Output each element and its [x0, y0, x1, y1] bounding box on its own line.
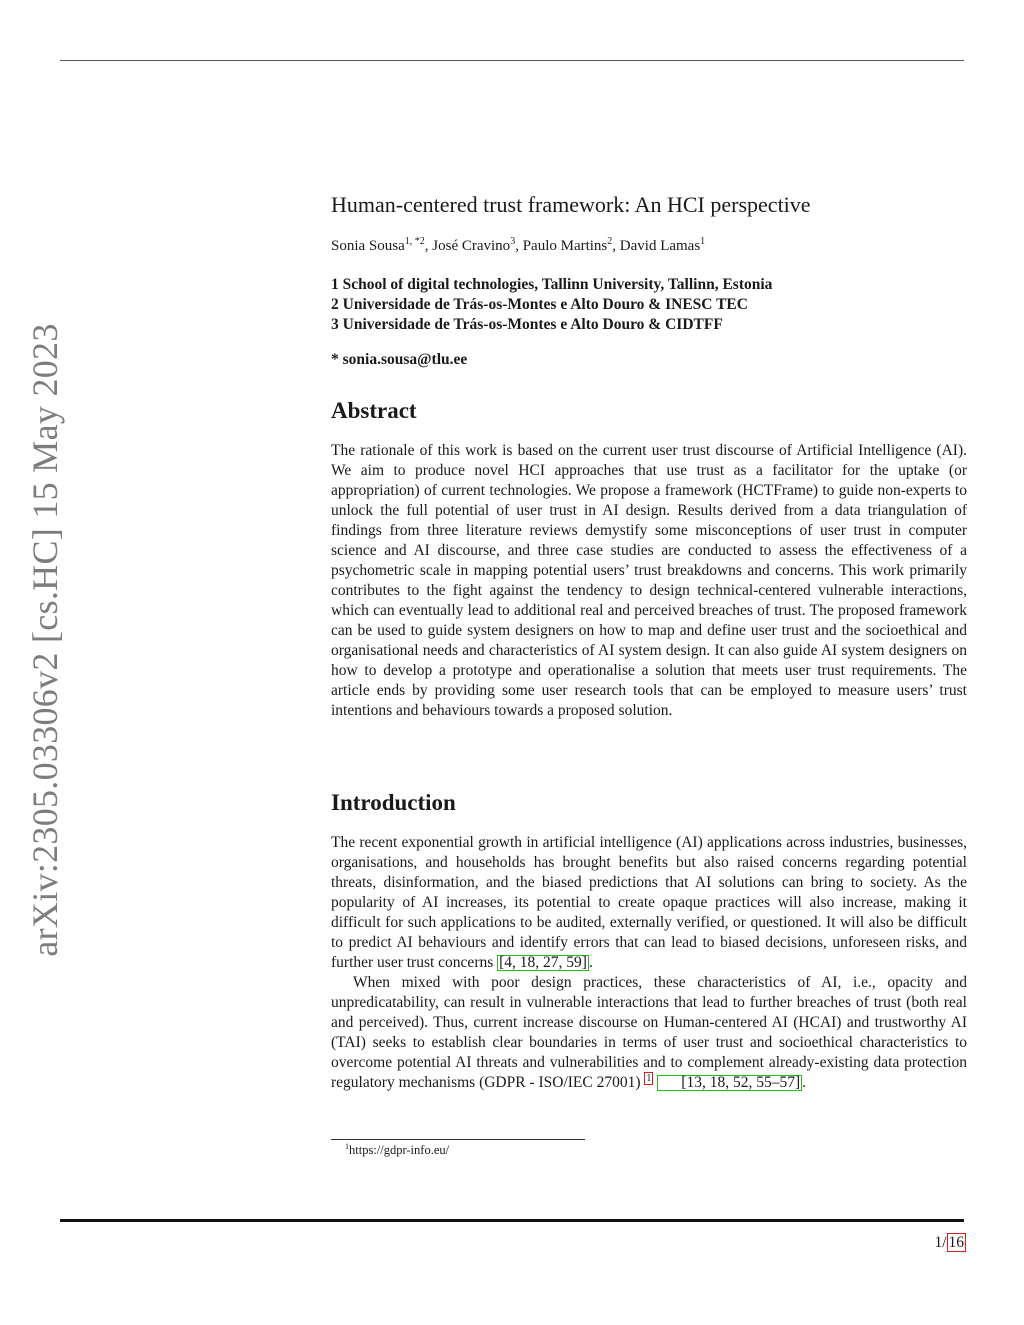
footnote-rule: [331, 1139, 585, 1140]
corresponding-email[interactable]: * sonia.sousa@tlu.ee: [331, 351, 468, 368]
author-affil-mark: 1: [700, 236, 706, 247]
footnote-url[interactable]: https://gdpr-info.eu/: [349, 1143, 450, 1158]
affiliation: 1 School of digital technologies, Tallinn University, Tallinn, Estonia: [331, 276, 773, 293]
citation-link[interactable]: [13, 18, 52, 55–57]: [657, 1075, 802, 1091]
paragraph: When mixed with poor design practices, these characteristics of AI, i.e., opacity and unpredicatability, can result in vulnerable interactions that lead to further breaches of trust (both real and perceived). Thus, current increase discourse on Human-centered AI (HCAI) and trustworthy AI (TAI) seeks to establish clear boundaries in terms of user trust and socioethical characteristics to overcome potential AI threats and vulnerabilities and to complement already-existing data protection regulatory mechanisms (GDPR - ISO/IEC 27001) $^1$ [13, 18, 52, 55–57] .: [331, 974, 967, 1091]
author-name: José Cravino: [432, 238, 511, 254]
page-number: 1/ 16: [934, 1234, 964, 1251]
abstract-heading: Abstract: [331, 398, 417, 423]
footnote-link[interactable]: 1: [646, 1072, 652, 1084]
author-affil-mark: 3: [510, 236, 516, 247]
author-name: Sonia Sousa: [331, 238, 405, 254]
affiliation: 3 Universidade de Trás-os-Montes e Alto Douro & CIDTFF: [331, 316, 723, 333]
footnote-mark: 1: [345, 1142, 349, 1151]
paragraph: The recent exponential growth in artificial intelligence (AI) applications across industries, businesses, organisations, and households has brought benefits but also raised concerns regarding potential threats, disinformation, and the biased predictions that AI solutions can bring to society. As the popularity of AI increases, its potential to create opaque practices will also increase, making it difficult for such applications to be audited, externally verified, or questioned. It will also be difficult to predict AI behaviours and identify errors that can lead to biased decisions, unforeseen risks, and further user trust concerns [4, 18, 27, 59] .: [331, 834, 967, 971]
introduction-heading: Introduction: [331, 790, 456, 815]
introduction-body: [331, 833, 967, 1093]
author-list: Sonia Sousa$^{1, *2}$, José Cravino$^3$, Paulo Martins$^2$, David Lamas$^1$: [331, 236, 706, 254]
author-affil-mark: 1, *2: [404, 236, 425, 247]
citation-link[interactable]: [4, 18, 27, 59]: [499, 954, 587, 971]
footer-rule: [60, 1219, 964, 1222]
author-name: Paulo Martins: [522, 238, 608, 254]
abstract-body: The rationale of this work is based on the current user trust discourse of Artificial Intelligence (AI). We aim to produce novel HCI approaches that use trust as a facilitator for the uptake (or appropriation) of current technologies. We propose a framework (HCTFrame) to guide non-experts to unlock the full potential of user trust in AI design. Results derived from a data triangulation of findings from three literature reviews demystify some misconceptions of user trust in computer science and AI discourse, and three case studies are conducted to assess the effectiveness of a psychometric scale in mapping potential users’ trust breakdowns and concerns. This work primarily contributes to the fight against the tendency to design technical-centered vulnerable interactions, which can eventually lead to additional real and perceived breaches of trust. The proposed framework can be used to guide system designers on how to map and define user trust and the socioethical and organisational needs and characteristics of AI system design. It can also guide AI system designers on how to develop a prototype and operationalise a solution that meets user trust requirements. The article ends by providing some user research tools that can be employed to measure users’ trust intentions and behaviours towards a proposed solution.: [331, 442, 967, 719]
footnote: [345, 1142, 449, 1158]
author-name: David Lamas: [619, 238, 701, 254]
header-rule: [60, 60, 964, 61]
author-affil-mark: 2: [607, 236, 613, 247]
paper-title: Human-centered trust framework: An HCI perspective: [331, 192, 811, 217]
affiliation: 2 Universidade de Trás-os-Montes e Alto Douro & INESC TEC: [331, 296, 748, 313]
affiliation-list: [331, 275, 967, 335]
total-pages-link[interactable]: 16: [948, 1234, 964, 1251]
arxiv-identifier[interactable]: arXiv:2305.03306v2 [cs.HC] 15 May 2023: [25, 323, 65, 957]
